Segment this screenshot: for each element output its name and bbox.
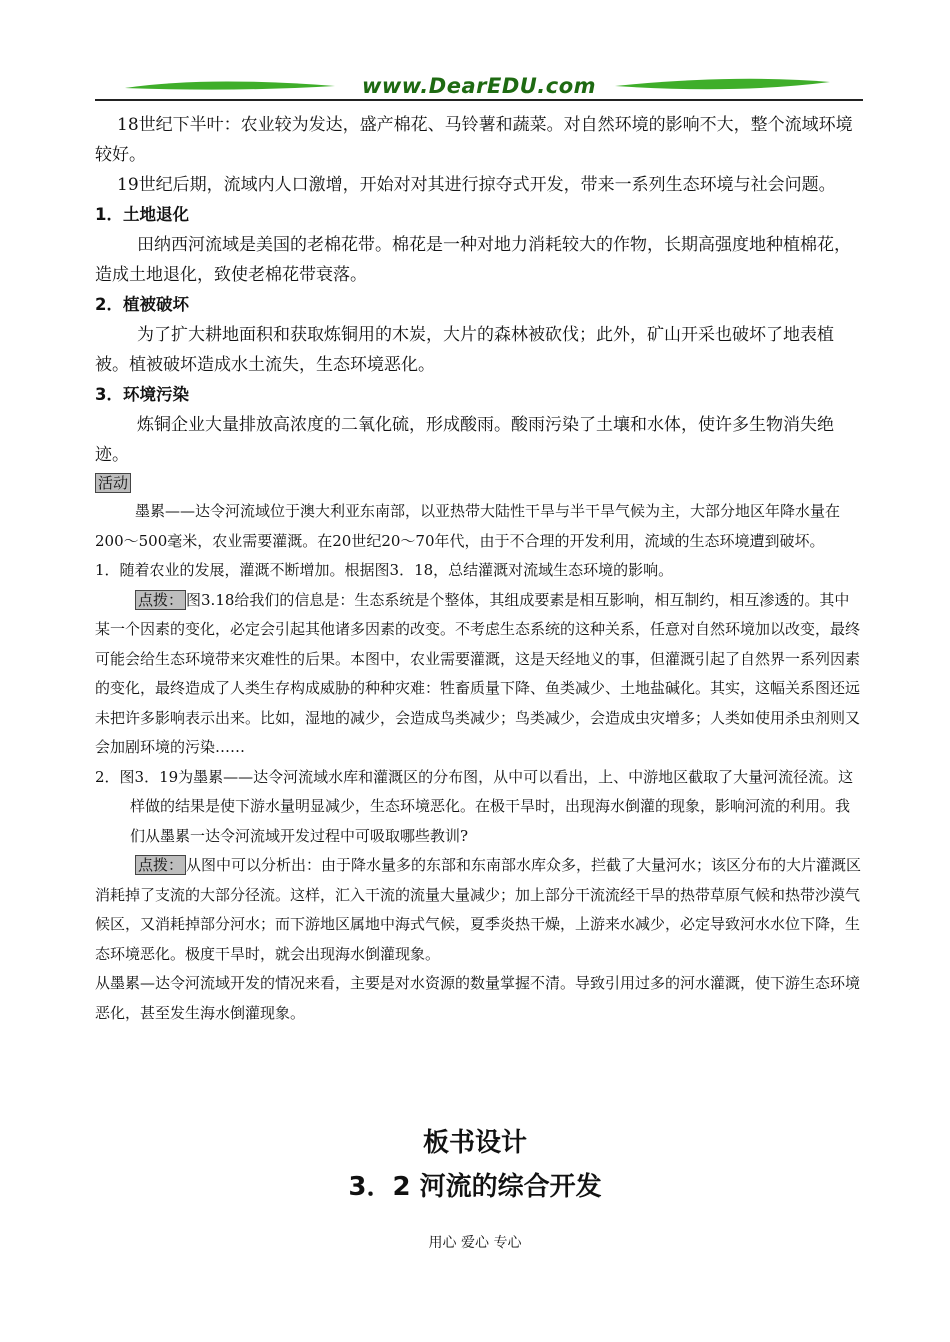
paragraph: 18世纪下半叶：农业较为发达，盛产棉花、马铃薯和蔬菜。对自然环境的影响不大，整个流域环境较好。 (95, 115, 853, 165)
paragraph: 19世纪后期，流域内人口激增，开始对对其进行掠夺式开发，带来一系列生态环境与社会问题。 (117, 175, 836, 195)
answer-2-text: 从图中可以分析出：由于降水量多的东部和东南部水库众多，拦截了大量河水；该区分布的大片灌溉区消耗掉了支流的大部分径流。这样，汇入干流的流量大量减少；加上部分干流流经干旱的热带草原气候和热带沙漠气候区，又消耗掉部分河水；而下游地区属地中海式气候，夏季炎热干燥，上游来水减少，必定导致河水水位下降，生态环境恶化。极度干旱时，就会出现海水倒灌现象。 (95, 856, 862, 963)
section-heading: 2．植被破坏 (95, 295, 189, 314)
section-body: 田纳西河流域是美国的老棉花带。棉花是一种对地力消耗较大的作物，长期高强度地种植棉花，造成土地退化，致使老棉花带衰落。 (95, 235, 851, 285)
section-body: 为了扩大耕地面积和获取炼铜用的木炭，大片的森林被砍伐；此外，矿山开采也破坏了地表植被。植被破坏造成水土流失，生态环境恶化。 (95, 325, 834, 375)
site-brand: www.DearEDU.com (361, 74, 597, 98)
answer-1-text: 图3.18给我们的信息是：生态系统是个整体，其组成要素是相互影响，相互制约，相互渗透的。其中某一个因素的变化，必定会引起其他诸多因素的改变。不考虑生态系统的这种关系，任意对自然环境加以改变，最终可能会给生态环境带来灾难性的后果。本图中，农业需要灌溉，这是天经地义的事，但灌溉引起了自然界一系列因素的变化，最终造成了人类生存构成威胁的种种灾难：牲畜质量下降、鱼类减少、土地盐碱化。其实，这幅关系图还远未把许多影响表示出来。比如，湿地的减少，会造成鸟类减少；鸟类减少，会造成虫灾增多；人类如使用杀虫剂则又会加剧环境的污染…… (95, 590, 861, 756)
activity-summary: 从墨累—达令河流域开发的情况来看，主要是对水资源的数量掌握不清。导致引用过多的河水灌溉，使下游生态环境恶化，甚至发生海水倒灌现象。 (95, 974, 861, 1022)
hint-tag: 点拨： (135, 855, 186, 875)
section-body: 炼铜企业大量排放高浓度的二氧化硫，形成酸雨。酸雨污染了土壤和水体，使许多生物消失绝迹。 (95, 415, 834, 465)
question-1: 1．随着农业的发展，灌溉不断增加。根据图3．18，总结灌溉对流域生态环境的影响。 (95, 561, 674, 579)
section-heading: 1．土地退化 (95, 205, 189, 224)
hint-tag: 点拨： (135, 590, 186, 610)
document-body (95, 110, 863, 1028)
answer-2 (95, 851, 863, 969)
question-2: 2．图3．19为墨累——达令河流域水库和灌溉区的分布图，从中可以看出，上、中游地区截取了大量河流径流。这样做的结果是使下游水量明显减少，生态环境恶化。在极干旱时，出现海水倒灌的现象，影响河流的利用。我们从墨累一达令河流域开发过程中可吸取哪些教训? (95, 767, 854, 845)
answer-1 (95, 586, 863, 763)
activity-tag: 活动 (95, 473, 131, 493)
page-footer: 用心 爱心 专心 (428, 1235, 522, 1251)
board-subtitle: 3．2 河流的综合开发 (348, 1172, 602, 1202)
section-heading: 3．环境污染 (95, 385, 189, 404)
header-divider (95, 99, 863, 101)
board-title: 板书设计 (422, 1128, 527, 1158)
activity-intro: 墨累——达令河流域位于澳大利亚东南部，以亚热带大陆性干旱与半干旱气候为主，大部分地区年降水量在200～500毫米，农业需要灌溉。在20世纪20～70年代，由于不合理的开发利用，流域的生态环境遭到破坏。 (95, 502, 841, 550)
